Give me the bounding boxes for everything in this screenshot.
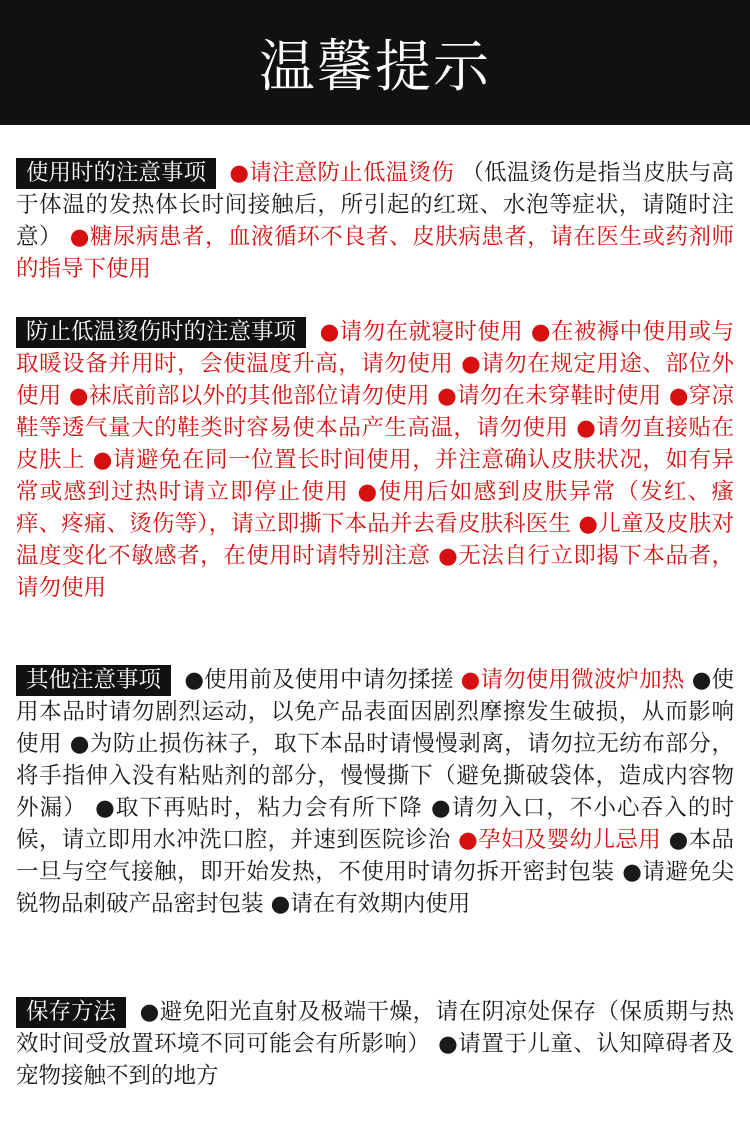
warning-item: ●糖尿病患者，血液循环不良者、皮肤病患者，请在医生或药剂师的指导下使用 [16,224,734,282]
warning-item: ●儿童及皮肤对温度变化不敏感者，在使用时请特别注意 [16,511,734,569]
warning-item: ●请勿直接贴在皮肤上 [16,415,735,473]
warning-item: ●请注意防止低温烫伤 [229,160,454,186]
notice-item: ●使用前及使用中请勿揉搓 [184,667,454,693]
warning-item: ●穿凉鞋等透气量大的鞋类时容易使本品产生高温，请勿使用 [16,383,734,441]
notice-item: ●请避免尖锐物品刺破产品密封包装 [16,859,734,917]
notice-item: ●本品一旦与空气接触，即开始发热，不使用时请勿拆开密封包装 [16,827,734,885]
notice-item: ●使用本品时请勿剧烈运动，以免产品表面因剧烈摩擦发生破损，从而影响使用 [16,667,734,757]
section-heading: 防止低温烫伤时的注意事项 [16,317,306,348]
notice-item: （低温烫伤是指当皮肤与高于体温的发热体长时间接触后，所引起的红斑、水泡等症状，请随时注意） [16,160,734,250]
section-heading: 其他注意事项 [16,665,171,696]
warning-item: ●请避免在同一位置长时间使用，并注意确认皮肤状况，如有异常或感到过热时请立即停止使用 [16,447,734,505]
warning-item: ●请勿在就寝时使用 [319,319,524,345]
notice-item: ●取下再贴时，粘力会有所下降 [95,795,423,821]
warning-item: ●请勿在规定用途、部位外使用 [16,351,735,409]
notice-item: ●请置于儿童、认知障碍者及宠物接触不到的地方 [16,1031,734,1089]
warning-item: ●请勿在未穿鞋时使用 [437,383,662,409]
warning-item: ●在被褥中使用或与取暖设备并用时，会使温度升高，请勿使用 [16,319,734,377]
section-heading: 保存方法 [16,997,126,1028]
section-storage-method [16,996,734,1092]
warning-item: ●袜底前部以外的其他部位请勿使用 [68,383,430,409]
page-title: 温馨提示 [259,34,491,100]
section-usage-notes [16,157,734,285]
warning-item: ●孕妇及婴幼儿忌用 [458,827,662,853]
warning-item: ●无法自行立即揭下本品者，请勿使用 [16,543,734,601]
section-low-temp-burn-notes [16,316,734,604]
notice-item: ●避免阳光直射及极端干燥，请在阴凉处保存（保质期与热效时间受放置环境不同可能会有所影响） [16,999,734,1057]
warning-item: ●请勿使用微波炉加热 [460,667,685,693]
section-heading: 使用时的注意事项 [16,158,216,189]
section-other-notes [16,664,734,920]
notice-item: ●为防止损伤袜子，取下本品时请慢慢剥离，请勿拉无纺布部分，将手指伸入没有粘贴剂的部分，慢慢撕下（避免撕破袋体，造成内容物外漏） [16,731,734,821]
page-header [0,0,750,125]
warning-item: ●使用后如感到皮肤异常（发红、瘙痒、疼痛、烫伤等），请立即撕下本品并去看皮肤科医生 [16,479,734,537]
notice-item: ●请勿入口，不小心吞入的时候，请立即用水冲洗口腔，并速到医院诊治 [16,795,734,853]
notice-item: ●请在有效期内使用 [270,891,471,917]
